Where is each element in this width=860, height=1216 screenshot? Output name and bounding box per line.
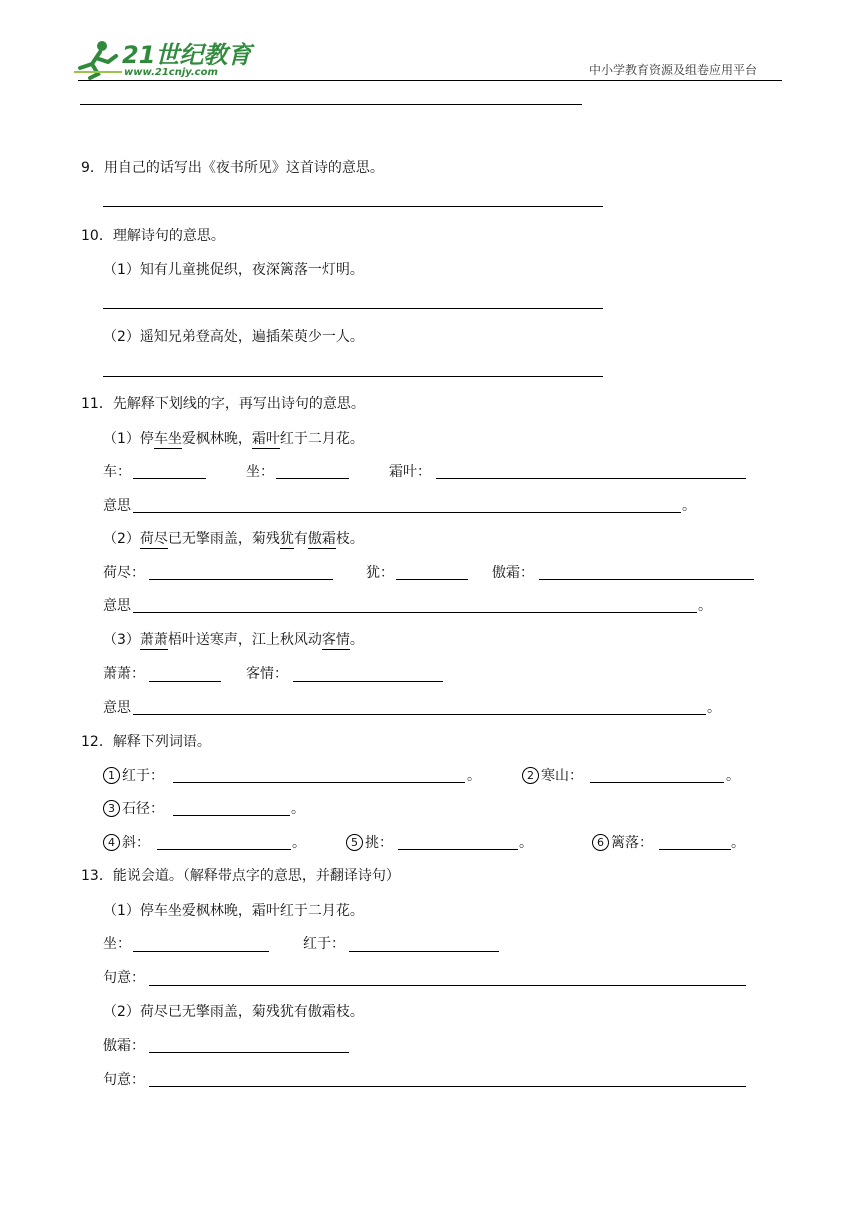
q12-item-6-label: 6 篱落： (592, 834, 653, 852)
question-10: 10．理解诗句的意思。 (81, 228, 225, 244)
q12-item-2-label: 2 寒山： (522, 767, 583, 785)
q11-2-blank-hejin[interactable] (149, 579, 333, 580)
q13-2-label-juyi: 句意： (103, 1072, 145, 1088)
question-12: 12．解释下列词语。 (81, 734, 211, 750)
circled-number-2: 2 (522, 767, 539, 784)
q12-item-5-period: 。 (519, 835, 533, 851)
circled-number-3: 3 (103, 800, 120, 817)
question-11: 11．先解释下划线的字，再写出诗句的意思。 (81, 396, 365, 412)
q11-2-blank-aoshuang[interactable] (539, 579, 754, 580)
q11-1-blank-meaning[interactable] (133, 512, 681, 513)
q13-1-label-juyi: 句意： (103, 970, 145, 986)
q12-item-3-blank[interactable] (173, 815, 290, 816)
q11-2-blank-meaning[interactable] (133, 612, 697, 613)
q11-1-label-zuo: 坐： (246, 464, 274, 480)
q11-3-blank-xiaoxiao[interactable] (149, 681, 221, 682)
q11-1-blank-zuo[interactable] (276, 478, 349, 479)
q12-item-4-label: 4 斜： (103, 834, 150, 852)
q11-part-3: （3）萧萧梧叶送寒声，江上秋风动客情。 (103, 632, 364, 648)
q12-item-4-blank[interactable] (157, 849, 291, 850)
q13-2-blank-aoshuang[interactable] (149, 1052, 349, 1053)
q11-part-2: （2）荷尽已无擎雨盖，菊残犹有傲霜枝。 (103, 531, 364, 547)
q11-2-blank-you[interactable] (396, 579, 468, 580)
circled-number-1: 1 (103, 767, 120, 784)
q12-item-3-label: 3 石径： (103, 800, 164, 818)
circled-number-6: 6 (592, 834, 609, 851)
q11-1-label-shuangye: 霜叶： (389, 464, 431, 480)
q13-1-blank-juyi[interactable] (149, 985, 746, 986)
q11-1-label-che: 车： (103, 464, 131, 480)
q11-1-period: 。 (682, 498, 696, 514)
q11-3-label-xiaoxiao: 萧萧： (103, 666, 145, 682)
q12-item-1-period: 。 (467, 768, 481, 784)
q12-item-5-label: 5 挑： (346, 834, 393, 852)
q11-2-label-hejin: 荷尽： (103, 565, 145, 581)
q11-2-label-you: 犹： (366, 565, 394, 581)
q13-part-2: （2）荷尽已无擎雨盖，菊残犹有傲霜枝。 (103, 1004, 364, 1020)
q11-2-label-meaning: 意思 (103, 598, 131, 614)
platform-name: 中小学教育资源及组卷应用平台 (589, 63, 758, 77)
q12-item-4-period: 。 (292, 835, 306, 851)
q12-item-6-blank[interactable] (659, 849, 731, 850)
q10-part-2: （2）遥知兄弟登高处，遍插茱萸少一人。 (103, 329, 364, 345)
q11-3-blank-keqing[interactable] (293, 681, 443, 682)
q12-item-1-label: 1 红于： (103, 767, 164, 785)
question-9: 9．用自己的话写出《夜书所见》这首诗的意思。 (81, 160, 384, 176)
q11-3-period: 。 (707, 700, 721, 716)
logo-url: www.21cnjy.com (124, 67, 218, 78)
q10-2-answer-line[interactable] (103, 376, 603, 377)
q13-2-label-aoshuang: 傲霜： (103, 1038, 145, 1054)
logo-title: 21世纪教育 (122, 41, 252, 69)
q12-item-1-blank[interactable] (173, 782, 465, 783)
header-divider (78, 80, 782, 81)
q13-1-label-zuo: 坐： (103, 936, 131, 952)
q12-item-6-period: 。 (731, 835, 745, 851)
q11-2-label-aoshuang: 傲霜： (492, 565, 534, 581)
q11-1-blank-che[interactable] (133, 478, 206, 479)
q12-item-3-period: 。 (291, 801, 305, 817)
q11-part-1: （1）停车坐爱枫林晚，霜叶红于二月花。 (103, 431, 364, 447)
q13-1-label-hongyu: 红于： (303, 936, 345, 952)
circled-number-4: 4 (103, 834, 120, 851)
q11-2-period: 。 (698, 598, 712, 614)
circled-number-5: 5 (346, 834, 363, 851)
q13-2-blank-juyi[interactable] (149, 1086, 746, 1087)
question-13: 13．能说会道。（解释带点字的意思，并翻译诗句） (81, 868, 400, 884)
q10-part-1: （1）知有儿童挑促织，夜深篱落一灯明。 (103, 262, 364, 278)
q12-item-2-blank[interactable] (590, 782, 724, 783)
q13-1-blank-zuo[interactable] (133, 951, 269, 952)
q9-answer-line[interactable] (103, 206, 603, 207)
q11-3-label-meaning: 意思 (103, 700, 131, 716)
q11-1-label-meaning: 意思 (103, 498, 131, 514)
answer-line-prev[interactable] (80, 104, 582, 105)
q11-3-label-keqing: 客情： (246, 666, 288, 682)
q11-1-blank-shuangye[interactable] (436, 478, 746, 479)
q10-1-answer-line[interactable] (103, 308, 603, 309)
q12-item-5-blank[interactable] (398, 849, 518, 850)
q11-3-blank-meaning[interactable] (133, 714, 706, 715)
q13-part-1: （1）停车坐爱枫林晚，霜叶红于二月花。 (103, 903, 364, 919)
q13-1-blank-hongyu[interactable] (349, 951, 499, 952)
q12-item-2-period: 。 (726, 768, 740, 784)
